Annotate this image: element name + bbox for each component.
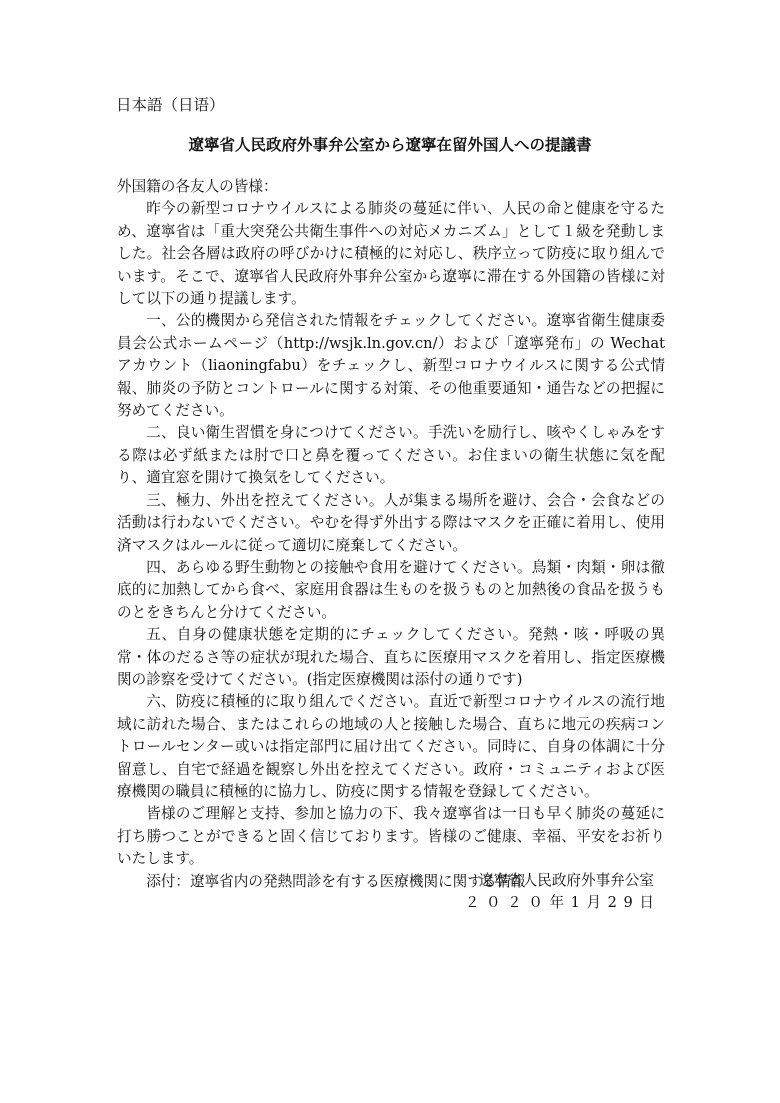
paragraph-item-1: 一、公的機関から発信された情報をチェックしてください。遼寧省衛生健康委員会公式ホームページ（http://wsjk.ln.gov.cn/）および「遼寧発布」の Wechat アカウント（liaoningfabu）をチェックし、新型コロナウイルスに関する公式情報、肺炎の予防とコントロールに関する対策、その他重要通知・通告などの把握に努めてください。 xyxy=(117,312,665,420)
signature-block xyxy=(464,870,661,915)
paragraph-attachment: 添付：遼寧省内の発熱問診を有する医療機関に関する情報 xyxy=(146,872,526,890)
paragraph-item-6: 六、防疫に積極的に取り組んでください。直近で新型コロナウイルスの流行地域に訪れた場合、またはこれらの地域の人と接触した場合、直ちに地元の疾病コントロールセンター或いは指定部門に届け出てください。同時に、自身の体調に十分留意し、自宅で経過を観察し外出を控えてください。政府・コミュニティおよび医療機関の職員に積極的に協力し、防疫に関する情報を登録してください。 xyxy=(117,693,665,800)
document-title: 遼寧省人民政府外事弁公室から遼寧在留外国人への提議書 xyxy=(188,135,592,154)
paragraph-item-2: 二、良い衛生習慣を身につけてください。手洗いを励行し、咳やくしゃみをする際は必ず紙または肘で口と鼻を覆ってください。お住まいの衛生状態に気を配り、適宜窓を開けて換気をしてください。 xyxy=(117,424,665,487)
paragraph-item-3: 三、極力、外出を控えてください。人が集まる場所を避け、会合・会食などの活動は行わないでください。やむを得ず外出する際はマスクを正確に着用し、使用済マスクはルールに従って適切に廃棄してください。 xyxy=(117,491,665,554)
paragraph-intro: 昨今の新型コロナウイルスによる肺炎の蔓延に伴い、人民の命と健康を守るため、遼寧省は「重大突発公共衛生事件への対応メカニズム」として１級を発動しました。社会各層は政府の呼びかけに積極的に対応し、秩序立って防疫に取り組んでいます。そこで、遼寧省人民政府外事弁公室から遼寧に滞在する外国籍の皆様に対して以下の通り提議します。 xyxy=(117,200,665,308)
paragraph-closing: 皆様のご理解と支持、参加と協力の下、我々遼寧省は一日も早く肺炎の蔓延に打ち勝つことができると固く信じております。皆様のご健康、幸福、平安をお祈りいたします。 xyxy=(117,805,665,868)
signature-issuer: 遼寧省人民政府外事弁公室 xyxy=(478,872,654,889)
paragraph-item-4: 四、あらゆる野生動物との接触や食用を避けてください。鳥類・肉類・卵は徹底的に加熱してから食べ、家庭用食器は生ものを扱うものと加熱後の食品を扱うものとをきちんと分けてください。 xyxy=(117,558,665,621)
greeting: 外国籍の各友人の皆様： xyxy=(117,178,278,195)
signature-date: ２０２０年1月29日 xyxy=(464,894,661,912)
paragraph-item-5: 五、自身の健康状態を定期的にチェックしてください。発熱・咳・呼吸の異常・体のだるさ等の症状が現れた場合、直ちに医療用マスクを着用し、指定医療機関の診察を受けてください。(指定医療機関は添付の通りです) xyxy=(117,626,665,688)
language-label: 日本語（日语） xyxy=(116,96,225,114)
letter-body xyxy=(117,176,665,893)
